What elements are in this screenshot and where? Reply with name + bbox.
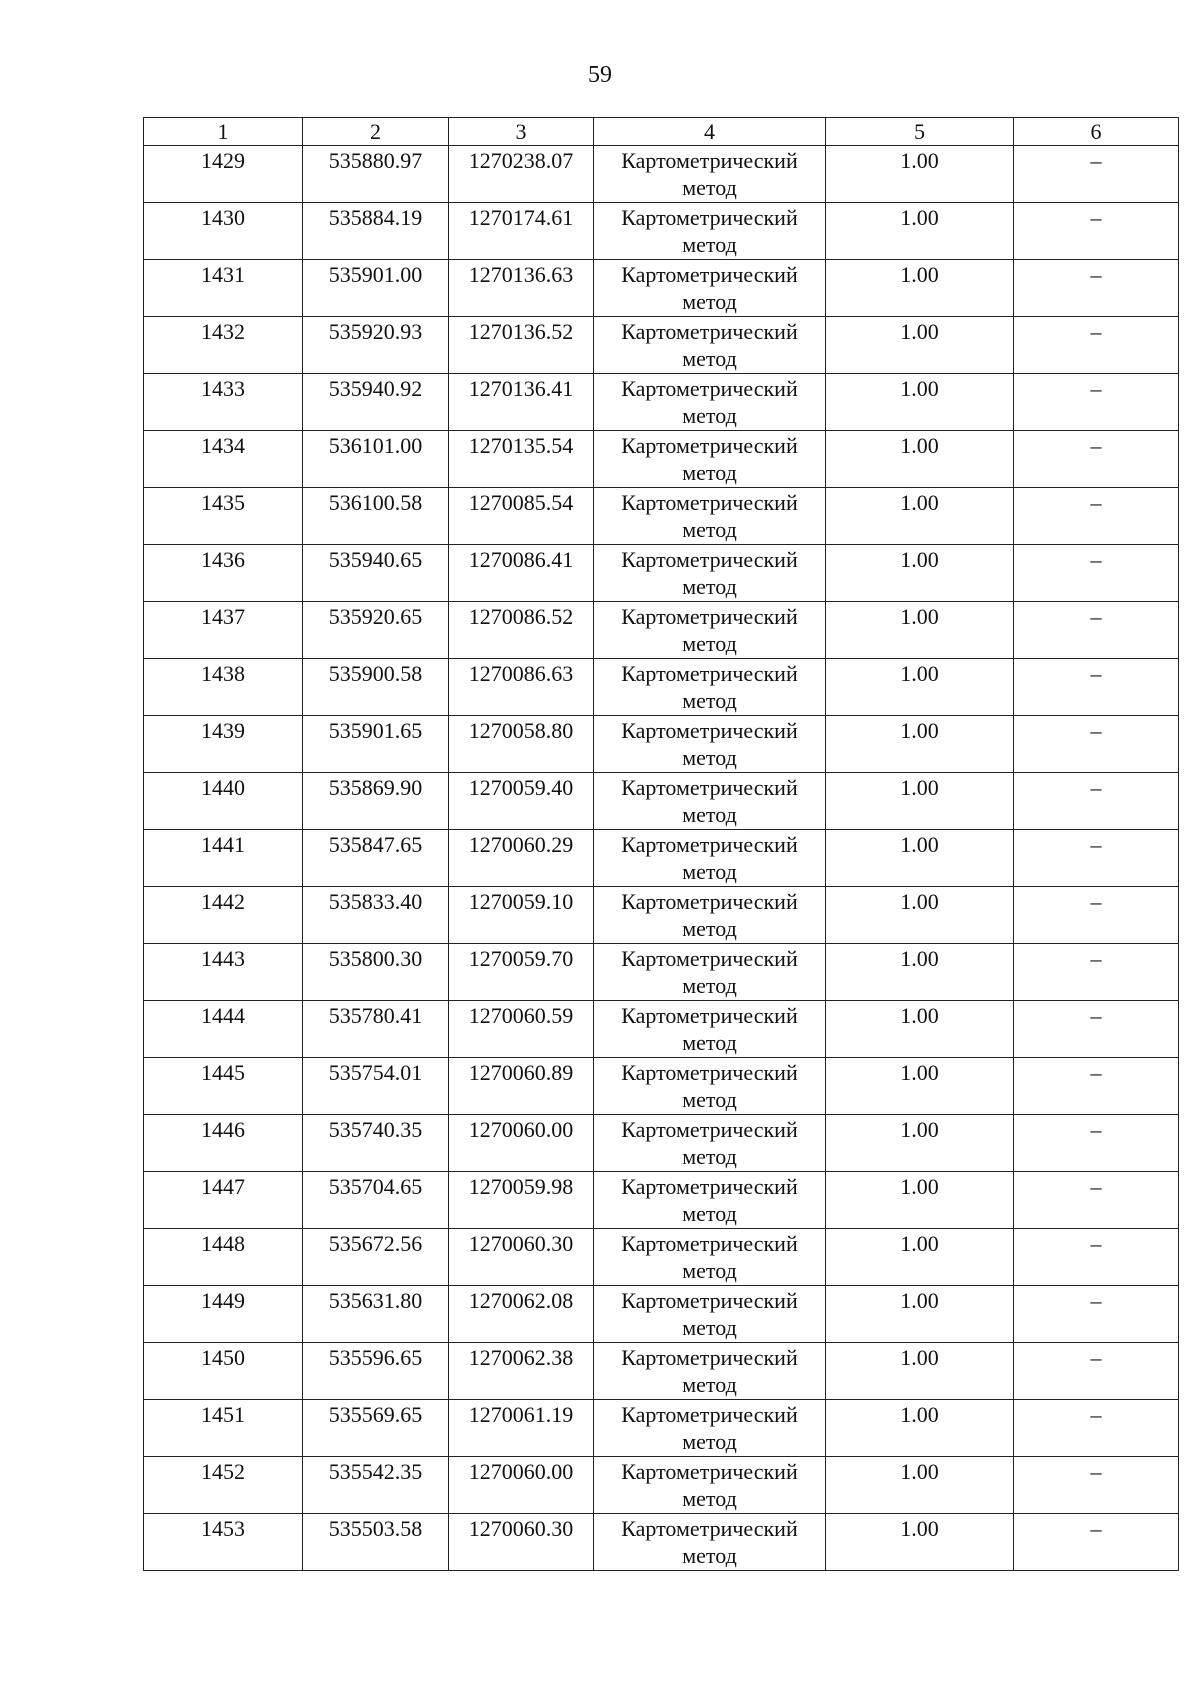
point-number-cell: 1453 <box>144 1514 303 1571</box>
table-row <box>144 1343 1179 1400</box>
y-coordinate-cell: 1270085.54 <box>449 488 594 545</box>
method-line-2: метод <box>682 574 737 599</box>
point-number-cell: 1449 <box>144 1286 303 1343</box>
method-line-1: Картометрический <box>621 319 798 344</box>
accuracy-cell: 1.00 <box>826 431 1014 488</box>
point-number-cell: 1444 <box>144 1001 303 1058</box>
method-line-1: Картометрический <box>621 490 798 515</box>
point-number-cell: 1431 <box>144 260 303 317</box>
note-cell: – <box>1014 944 1179 1001</box>
x-coordinate-cell: 535740.35 <box>303 1115 449 1172</box>
table-row <box>144 1058 1179 1115</box>
note-cell: – <box>1014 830 1179 887</box>
accuracy-cell: 1.00 <box>826 944 1014 1001</box>
accuracy-cell: 1.00 <box>826 1115 1014 1172</box>
point-number-cell: 1437 <box>144 602 303 659</box>
y-coordinate-cell: 1270060.00 <box>449 1457 594 1514</box>
table-row <box>144 1514 1179 1571</box>
header-row <box>144 118 1179 146</box>
table-row <box>144 317 1179 374</box>
note-cell: – <box>1014 146 1179 203</box>
method-line-2: метод <box>682 517 737 542</box>
method-cell <box>594 830 826 887</box>
method-line-2: метод <box>682 1486 737 1511</box>
accuracy-cell: 1.00 <box>826 887 1014 944</box>
accuracy-cell: 1.00 <box>826 659 1014 716</box>
method-line-1: Картометрический <box>621 604 798 629</box>
y-coordinate-cell: 1270060.30 <box>449 1514 594 1571</box>
y-coordinate-cell: 1270060.59 <box>449 1001 594 1058</box>
method-cell <box>594 944 826 1001</box>
note-cell: – <box>1014 1115 1179 1172</box>
table-row <box>144 1457 1179 1514</box>
method-line-1: Картометрический <box>621 1516 798 1541</box>
x-coordinate-cell: 535940.65 <box>303 545 449 602</box>
x-coordinate-cell: 535754.01 <box>303 1058 449 1115</box>
method-cell <box>594 1229 826 1286</box>
x-coordinate-cell: 536101.00 <box>303 431 449 488</box>
column-header-2: 2 <box>303 118 449 146</box>
method-line-2: метод <box>682 745 737 770</box>
method-line-1: Картометрический <box>621 1345 798 1370</box>
point-number-cell: 1440 <box>144 773 303 830</box>
point-number-cell: 1451 <box>144 1400 303 1457</box>
x-coordinate-cell: 536100.58 <box>303 488 449 545</box>
column-header-4: 4 <box>594 118 826 146</box>
method-cell <box>594 260 826 317</box>
method-cell <box>594 1400 826 1457</box>
point-number-cell: 1433 <box>144 374 303 431</box>
point-number-cell: 1447 <box>144 1172 303 1229</box>
y-coordinate-cell: 1270086.63 <box>449 659 594 716</box>
method-cell <box>594 1172 826 1229</box>
table-row <box>144 488 1179 545</box>
y-coordinate-cell: 1270059.70 <box>449 944 594 1001</box>
method-cell <box>594 1457 826 1514</box>
x-coordinate-cell: 535596.65 <box>303 1343 449 1400</box>
point-number-cell: 1434 <box>144 431 303 488</box>
note-cell: – <box>1014 602 1179 659</box>
method-line-1: Картометрический <box>621 262 798 287</box>
accuracy-cell: 1.00 <box>826 1001 1014 1058</box>
accuracy-cell: 1.00 <box>826 317 1014 374</box>
note-cell: – <box>1014 203 1179 260</box>
method-line-1: Картометрический <box>621 775 798 800</box>
method-line-2: метод <box>682 1201 737 1226</box>
note-cell: – <box>1014 1514 1179 1571</box>
x-coordinate-cell: 535569.65 <box>303 1400 449 1457</box>
method-cell <box>594 317 826 374</box>
table-body <box>144 146 1179 1571</box>
note-cell: – <box>1014 260 1179 317</box>
accuracy-cell: 1.00 <box>826 1058 1014 1115</box>
method-line-1: Картометрический <box>621 1459 798 1484</box>
method-line-2: метод <box>682 346 737 371</box>
accuracy-cell: 1.00 <box>826 1343 1014 1400</box>
method-line-1: Картометрический <box>621 1231 798 1256</box>
point-number-cell: 1438 <box>144 659 303 716</box>
method-line-2: метод <box>682 403 737 428</box>
method-line-2: метод <box>682 175 737 200</box>
y-coordinate-cell: 1270136.41 <box>449 374 594 431</box>
note-cell: – <box>1014 431 1179 488</box>
method-cell <box>594 146 826 203</box>
column-header-1: 1 <box>144 118 303 146</box>
method-line-2: метод <box>682 688 737 713</box>
x-coordinate-cell: 535672.56 <box>303 1229 449 1286</box>
table-row <box>144 830 1179 887</box>
x-coordinate-cell: 535542.35 <box>303 1457 449 1514</box>
accuracy-cell: 1.00 <box>826 602 1014 659</box>
table-header <box>144 118 1179 146</box>
table-row <box>144 1400 1179 1457</box>
x-coordinate-cell: 535940.92 <box>303 374 449 431</box>
point-number-cell: 1445 <box>144 1058 303 1115</box>
note-cell: – <box>1014 317 1179 374</box>
accuracy-cell: 1.00 <box>826 488 1014 545</box>
table-row <box>144 1229 1179 1286</box>
x-coordinate-cell: 535869.90 <box>303 773 449 830</box>
method-line-2: метод <box>682 973 737 998</box>
method-line-1: Картометрический <box>621 718 798 743</box>
accuracy-cell: 1.00 <box>826 716 1014 773</box>
y-coordinate-cell: 1270136.52 <box>449 317 594 374</box>
method-line-2: метод <box>682 916 737 941</box>
method-cell <box>594 887 826 944</box>
y-coordinate-cell: 1270238.07 <box>449 146 594 203</box>
accuracy-cell: 1.00 <box>826 1457 1014 1514</box>
note-cell: – <box>1014 1286 1179 1343</box>
method-line-1: Картометрический <box>621 433 798 458</box>
method-cell <box>594 716 826 773</box>
method-line-1: Картометрический <box>621 832 798 857</box>
point-number-cell: 1436 <box>144 545 303 602</box>
method-cell <box>594 545 826 602</box>
table-row <box>144 1172 1179 1229</box>
method-line-2: метод <box>682 232 737 257</box>
table-row <box>144 431 1179 488</box>
method-line-1: Картометрический <box>621 376 798 401</box>
point-number-cell: 1442 <box>144 887 303 944</box>
method-line-1: Картометрический <box>621 1117 798 1142</box>
method-cell <box>594 1343 826 1400</box>
x-coordinate-cell: 535901.00 <box>303 260 449 317</box>
column-header-6: 6 <box>1014 118 1179 146</box>
accuracy-cell: 1.00 <box>826 203 1014 260</box>
method-line-1: Картометрический <box>621 1288 798 1313</box>
page-number: 59 <box>588 62 612 88</box>
x-coordinate-cell: 535901.65 <box>303 716 449 773</box>
column-header-3: 3 <box>449 118 594 146</box>
point-number-cell: 1441 <box>144 830 303 887</box>
y-coordinate-cell: 1270086.41 <box>449 545 594 602</box>
method-line-1: Картометрический <box>621 1402 798 1427</box>
method-cell <box>594 1115 826 1172</box>
table-row <box>144 1115 1179 1172</box>
note-cell: – <box>1014 1400 1179 1457</box>
method-line-2: метод <box>682 859 737 884</box>
y-coordinate-cell: 1270135.54 <box>449 431 594 488</box>
method-cell <box>594 1001 826 1058</box>
method-cell <box>594 602 826 659</box>
method-cell <box>594 431 826 488</box>
method-cell <box>594 488 826 545</box>
method-cell <box>594 659 826 716</box>
method-line-2: метод <box>682 631 737 656</box>
method-line-1: Картометрический <box>621 205 798 230</box>
x-coordinate-cell: 535780.41 <box>303 1001 449 1058</box>
y-coordinate-cell: 1270062.08 <box>449 1286 594 1343</box>
point-number-cell: 1446 <box>144 1115 303 1172</box>
note-cell: – <box>1014 374 1179 431</box>
x-coordinate-cell: 535503.58 <box>303 1514 449 1571</box>
note-cell: – <box>1014 1001 1179 1058</box>
note-cell: – <box>1014 488 1179 545</box>
accuracy-cell: 1.00 <box>826 1229 1014 1286</box>
note-cell: – <box>1014 1343 1179 1400</box>
method-line-1: Картометрический <box>621 148 798 173</box>
x-coordinate-cell: 535880.97 <box>303 146 449 203</box>
method-line-1: Картометрический <box>621 661 798 686</box>
method-line-1: Картометрический <box>621 1174 798 1199</box>
y-coordinate-cell: 1270086.52 <box>449 602 594 659</box>
y-coordinate-cell: 1270061.19 <box>449 1400 594 1457</box>
table-row <box>144 260 1179 317</box>
y-coordinate-cell: 1270174.61 <box>449 203 594 260</box>
accuracy-cell: 1.00 <box>826 374 1014 431</box>
note-cell: – <box>1014 1058 1179 1115</box>
method-line-2: метод <box>682 1429 737 1454</box>
coordinates-table <box>143 117 1179 1571</box>
table-row <box>144 944 1179 1001</box>
method-line-2: метод <box>682 1144 737 1169</box>
y-coordinate-cell: 1270059.10 <box>449 887 594 944</box>
method-line-1: Картометрический <box>621 1003 798 1028</box>
table-row <box>144 374 1179 431</box>
y-coordinate-cell: 1270060.89 <box>449 1058 594 1115</box>
x-coordinate-cell: 535900.58 <box>303 659 449 716</box>
table-row <box>144 887 1179 944</box>
accuracy-cell: 1.00 <box>826 1514 1014 1571</box>
x-coordinate-cell: 535884.19 <box>303 203 449 260</box>
method-cell <box>594 1058 826 1115</box>
point-number-cell: 1443 <box>144 944 303 1001</box>
x-coordinate-cell: 535833.40 <box>303 887 449 944</box>
method-cell <box>594 203 826 260</box>
point-number-cell: 1452 <box>144 1457 303 1514</box>
accuracy-cell: 1.00 <box>826 146 1014 203</box>
x-coordinate-cell: 535631.80 <box>303 1286 449 1343</box>
note-cell: – <box>1014 773 1179 830</box>
point-number-cell: 1429 <box>144 146 303 203</box>
note-cell: – <box>1014 545 1179 602</box>
method-cell <box>594 773 826 830</box>
method-line-1: Картометрический <box>621 1060 798 1085</box>
method-line-2: метод <box>682 289 737 314</box>
point-number-cell: 1430 <box>144 203 303 260</box>
accuracy-cell: 1.00 <box>826 1286 1014 1343</box>
accuracy-cell: 1.00 <box>826 830 1014 887</box>
method-line-2: метод <box>682 1543 737 1568</box>
method-cell <box>594 1514 826 1571</box>
method-line-2: метод <box>682 1258 737 1283</box>
note-cell: – <box>1014 1457 1179 1514</box>
table-row <box>144 1001 1179 1058</box>
method-line-2: метод <box>682 1087 737 1112</box>
note-cell: – <box>1014 1172 1179 1229</box>
column-header-5: 5 <box>826 118 1014 146</box>
x-coordinate-cell: 535800.30 <box>303 944 449 1001</box>
y-coordinate-cell: 1270136.63 <box>449 260 594 317</box>
accuracy-cell: 1.00 <box>826 773 1014 830</box>
point-number-cell: 1439 <box>144 716 303 773</box>
y-coordinate-cell: 1270060.30 <box>449 1229 594 1286</box>
x-coordinate-cell: 535847.65 <box>303 830 449 887</box>
method-line-2: метод <box>682 460 737 485</box>
note-cell: – <box>1014 716 1179 773</box>
table-row <box>144 773 1179 830</box>
y-coordinate-cell: 1270060.29 <box>449 830 594 887</box>
y-coordinate-cell: 1270062.38 <box>449 1343 594 1400</box>
point-number-cell: 1450 <box>144 1343 303 1400</box>
point-number-cell: 1432 <box>144 317 303 374</box>
accuracy-cell: 1.00 <box>826 545 1014 602</box>
method-cell <box>594 1286 826 1343</box>
point-number-cell: 1435 <box>144 488 303 545</box>
method-line-2: метод <box>682 1030 737 1055</box>
x-coordinate-cell: 535920.93 <box>303 317 449 374</box>
table-row <box>144 146 1179 203</box>
accuracy-cell: 1.00 <box>826 260 1014 317</box>
y-coordinate-cell: 1270059.98 <box>449 1172 594 1229</box>
y-coordinate-cell: 1270058.80 <box>449 716 594 773</box>
table-row <box>144 659 1179 716</box>
note-cell: – <box>1014 1229 1179 1286</box>
method-line-2: метод <box>682 802 737 827</box>
table-row <box>144 602 1179 659</box>
method-line-2: метод <box>682 1372 737 1397</box>
method-line-1: Картометрический <box>621 946 798 971</box>
x-coordinate-cell: 535704.65 <box>303 1172 449 1229</box>
x-coordinate-cell: 535920.65 <box>303 602 449 659</box>
y-coordinate-cell: 1270059.40 <box>449 773 594 830</box>
method-line-1: Картометрический <box>621 547 798 572</box>
y-coordinate-cell: 1270060.00 <box>449 1115 594 1172</box>
note-cell: – <box>1014 659 1179 716</box>
table-row <box>144 203 1179 260</box>
table-row <box>144 716 1179 773</box>
method-line-1: Картометрический <box>621 889 798 914</box>
table-row <box>144 545 1179 602</box>
method-cell <box>594 374 826 431</box>
accuracy-cell: 1.00 <box>826 1400 1014 1457</box>
table-row <box>144 1286 1179 1343</box>
note-cell: – <box>1014 887 1179 944</box>
method-line-2: метод <box>682 1315 737 1340</box>
point-number-cell: 1448 <box>144 1229 303 1286</box>
accuracy-cell: 1.00 <box>826 1172 1014 1229</box>
